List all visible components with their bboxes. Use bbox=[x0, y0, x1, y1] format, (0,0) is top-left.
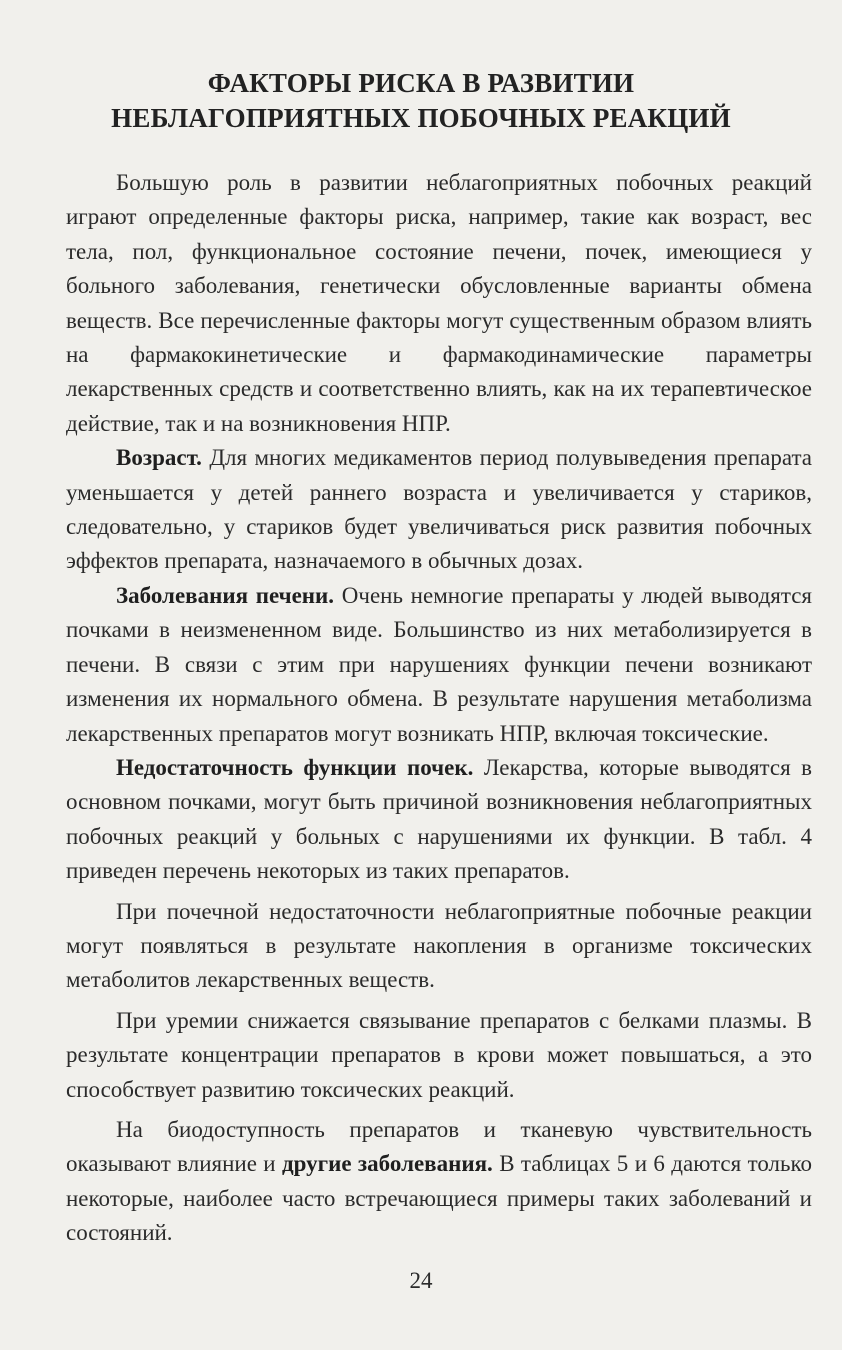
paragraph-uremia: При уремии снижается связывание препаратов с белками плазмы. В результате концентрации препаратов в крови может повышаться, а это способствует развитию токсических реакций. bbox=[66, 1007, 812, 1102]
paragraph-other-diseases bbox=[66, 1113, 812, 1251]
liver-text: Очень немногие препараты у людей выводятся почками в неизмененном виде. Большинство из них метаболизируется в печени. В связи с этим при нарушениях функции печени возникают изменения их нормального обмена. В результате нарушения метаболизма лекарственных препаратов могут возникать НПР, включая токсические. bbox=[66, 582, 812, 746]
liver-label: Заболевания печени. bbox=[116, 582, 335, 608]
paragraph-kidney bbox=[66, 751, 812, 889]
kidney-label: Недостаточность функции почек. bbox=[116, 754, 474, 780]
other-diseases-label: другие заболевания. bbox=[282, 1151, 493, 1177]
age-text: Для многих медикаментов период полувыведения препарата уменьшается у детей раннего возраста и увеличивается у стариков, следовательно, у стариков будет увеличиваться риск развития побочных эффектов препарата, назначаемого в обычных дозах. bbox=[66, 445, 812, 574]
chapter-heading bbox=[0, 66, 842, 136]
body-text bbox=[66, 166, 812, 1251]
paragraph-liver bbox=[66, 579, 812, 751]
heading-line-2: НЕБЛАГОПРИЯТНЫХ ПОБОЧНЫХ РЕАКЦИЙ bbox=[111, 103, 731, 133]
paragraph-renal-failure: При почечной недостаточности неблагоприятные побочные реакции могут появляться в результате накопления в организме токсических метаболитов лекарственных веществ. bbox=[66, 898, 812, 993]
kidney-text: Лекарства, которые выводятся в основном почками, могут быть причиной возникновения неблагоприятных побочных реакций у больных с нарушениями их функции. В табл. 4 приведен перечень некоторых из таких препаратов. bbox=[66, 754, 812, 884]
other-text-after: В таблицах 5 и 6 даются только некоторые, наиболее часто встречающиеся примеры таких заболеваний и состояний. bbox=[66, 1151, 813, 1246]
paragraph-intro: Большую роль в развитии неблагоприятных побочных реакций играют определенные факторы риска, например, такие как возраст, вес тела, пол, функциональное состояние печени, почек, имеющиеся у больного заболевания, генетически обусловленные варианты обмена веществ. Все перечисленные факторы могут существенным образом влиять на фармакокинетические и фармакодинамические параметры лекарственных средств и соответственно влиять, как на их терапевтическое действие, так и на возникновения НПР. bbox=[66, 170, 812, 436]
other-text-before: На биодоступность препаратов и тканевую чувствительность оказывают влияние и bbox=[66, 1116, 812, 1177]
paragraph-age bbox=[66, 441, 812, 579]
age-label: Возраст. bbox=[116, 445, 202, 471]
page-number: 24 bbox=[409, 1268, 433, 1293]
heading-line-1: ФАКТОРЫ РИСКА В РАЗВИТИИ bbox=[207, 68, 635, 98]
